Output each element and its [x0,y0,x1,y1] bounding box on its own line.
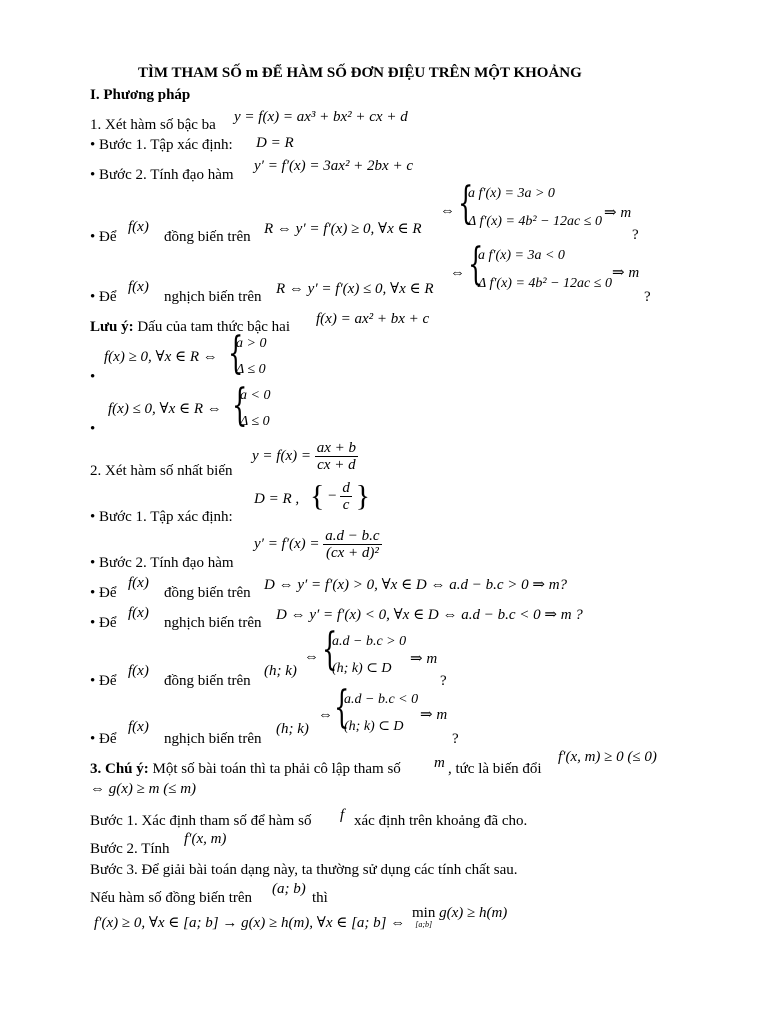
linear-inc-s1: a.d − b.c > 0 [332,634,407,649]
note-case2-s2: Δ ≤ 0 [240,414,270,429]
linear-fraction [315,440,358,473]
linear-inc-hk: (h; k) [264,663,297,679]
linear-domain: D = R , [254,491,300,507]
linear-inc-fx: f(x) [128,575,149,591]
section-heading: I. Phương pháp [90,87,191,103]
left-brace: { [232,380,248,431]
linear-dec-cond: D ⇔ y′ = f′(x) < 0, ∀x ∈ D ⇔ a.d − b.c < 0 ⇒ m ? [276,607,583,623]
linear-dec-s1: a.d − b.c < 0 [344,692,419,707]
linear-dec-hk-text: nghịch biến trên [164,731,262,747]
question-mark: ? [644,289,651,305]
remark-step1-end: xác định trên khoảng đã cho. [354,813,528,829]
note-label: Lưu ý: [90,319,134,335]
bullet: • [90,421,96,437]
linear-dec-bullet: • Để [90,615,117,631]
bullet: • [90,369,96,385]
note-formula: f(x) = ax² + bx + c [316,311,430,327]
linear-inc-hk-text: đồng biến trên [164,673,251,689]
remark-label: 3. Chú ý: [90,761,149,777]
cubic-inc-sys2: Δ f′(x) = 4b² − 12ac ≤ 0 [468,214,602,229]
linear-derivative [254,528,382,561]
cubic-inc-cond: R ⇔ y′ = f′(x) ≥ 0, ∀x ∈ R [264,221,422,237]
left-brace: { [334,682,350,733]
implies-m: ⇒ m [612,265,640,281]
cubic-intro: 1. Xét hàm số bậc ba [90,117,216,133]
implies-m: ⇒ m [420,707,448,723]
remark-step2-formula: f′(x, m) [184,831,227,847]
cubic-dec-sys2: Δ f′(x) = 4b² − 12ac ≤ 0 [478,276,612,291]
cubic-step1-formula: D = R [256,135,294,151]
remark-if-then: thì [312,890,328,906]
remark-step1-f: f [340,807,345,823]
left-brace: { [468,239,484,290]
implies-m: ⇒ m [410,651,438,667]
cubic-inc-text: đồng biến trên [164,229,251,245]
cubic-dec-sys1: a f′(x) = 3a < 0 [478,248,565,263]
question-mark: ? [452,731,459,747]
note-text: Dấu của tam thức bậc hai [137,319,290,335]
derivative-lhs: y′ = f′(x) = [254,535,320,552]
linear-inc-bullet: • Để [90,585,117,601]
left-brace: { [228,328,244,379]
cubic-step2-formula: y′ = f′(x) = 3ax² + 2bx + c [254,158,413,174]
linear-step1-label: • Bước 1. Tập xác định: [90,509,233,525]
remark-text2: , tức là biến đổi [448,761,542,777]
fraction-denominator: c [342,497,350,513]
linear-step2-label: • Bước 2. Tính đạo hàm [90,555,234,571]
equiv-sign: ⇔ [304,649,319,665]
left-brace: { [458,178,474,229]
cubic-dec-text: nghịch biến trên [164,289,262,305]
equiv-sign: ⇔ [318,707,333,723]
cubic-inc-sys1: a f′(x) = 3a > 0 [468,186,555,201]
linear-inc-text: đồng biến trên [164,585,251,601]
linear-intro: 2. Xét hàm số nhất biến [90,463,233,479]
min-operator: min [412,905,436,921]
linear-formula [252,440,358,473]
implies-m: ⇒ m [604,205,632,221]
remark-step1: Bước 1. Xác định tham số để hàm số [90,813,312,829]
remark-step3: Bước 3. Để giải bài toán dạng này, ta thường sử dụng các tính chất sau. [90,862,518,878]
cubic-step2-label: • Bước 2. Tính đạo hàm [90,167,234,183]
linear-dec-hk: (h; k) [276,721,309,737]
fraction-numerator: ax + b [316,440,356,456]
left-brace: { [322,624,338,675]
note-case2-s1: a < 0 [240,388,271,403]
remark-final-end: g(x) ≥ h(m) [439,905,508,921]
linear-dec-hk-bullet: • Để [90,731,117,747]
remark-final: f′(x) ≥ 0, ∀x ∈ [a; b] → g(x) ≥ h(m), ∀x ∈ [a; b] ⇔ [94,915,406,931]
cubic-dec-label: • Để [90,289,117,305]
equiv-sign: ⇔ [440,203,455,219]
linear-inc-hk-bullet: • Để [90,673,117,689]
fraction-denominator: (cx + d)² [325,545,379,561]
linear-domain-set: { − $\frac{d}{c}$ } [310,479,371,513]
question-mark: ? [440,673,447,689]
note-case1-left: f(x) ≥ 0, ∀x ∈ R ⇔ [104,349,218,365]
fraction-numerator: a.d − b.c [325,528,380,544]
remark-if-text: Nếu hàm số đồng biến trên [90,890,253,906]
cubic-step1-label: • Bước 1. Tập xác định: [90,137,233,153]
fraction-denominator: cx + d [317,457,356,473]
remark-formula2: ⇔ g(x) ≥ m (≤ m) [90,781,197,797]
linear-inc-cond: D ⇔ y′ = f′(x) > 0, ∀x ∈ D ⇔ a.d − b.c > 0 ⇒ m? [264,577,568,593]
remark-if-interval: (a; b) [272,881,306,897]
note-line [90,318,290,336]
remark-formula1: f′(x, m) ≥ 0 (≤ 0) [558,749,657,765]
page-title: TÌM THAM SỐ m ĐỂ HÀM SỐ ĐƠN ĐIỆU TRÊN MỘT KHOẢNG [138,65,582,81]
linear-lhs: y = f(x) = [252,447,311,464]
note-case2-left: f(x) ≤ 0, ∀x ∈ R ⇔ [108,401,222,417]
fraction-numerator: d [342,480,350,496]
linear-dec-hk-fx: f(x) [128,719,149,735]
remark-text1: Một số bài toán thì ta phải cô lập tham số [152,761,401,777]
cubic-dec-cond: R ⇔ y′ = f′(x) ≤ 0, ∀x ∈ R [276,281,434,297]
question-mark: ? [632,227,639,243]
equiv-sign: ⇔ [450,265,465,281]
cubic-inc-label: • Để [90,229,117,245]
remark-m: m [434,755,445,771]
linear-inc-hk-fx: f(x) [128,663,149,679]
remark-line [90,760,401,778]
note-case1-s2: Δ ≤ 0 [236,362,266,377]
cubic-inc-fx: f(x) [128,219,149,235]
min-subscript: [a;b] [415,920,433,929]
note-case1-s1: a > 0 [236,336,267,351]
remark-min [412,906,507,930]
linear-inc-s2: (h; k) ⊂ D [332,661,392,676]
remark-step2: Bước 2. Tính [90,841,170,857]
linear-dec-s2: (h; k) ⊂ D [344,719,404,734]
linear-dec-fx: f(x) [128,605,149,621]
linear-dec-text: nghịch biến trên [164,615,262,631]
cubic-dec-fx: f(x) [128,279,149,295]
cubic-formula: y = f(x) = ax³ + bx² + cx + d [234,109,408,125]
